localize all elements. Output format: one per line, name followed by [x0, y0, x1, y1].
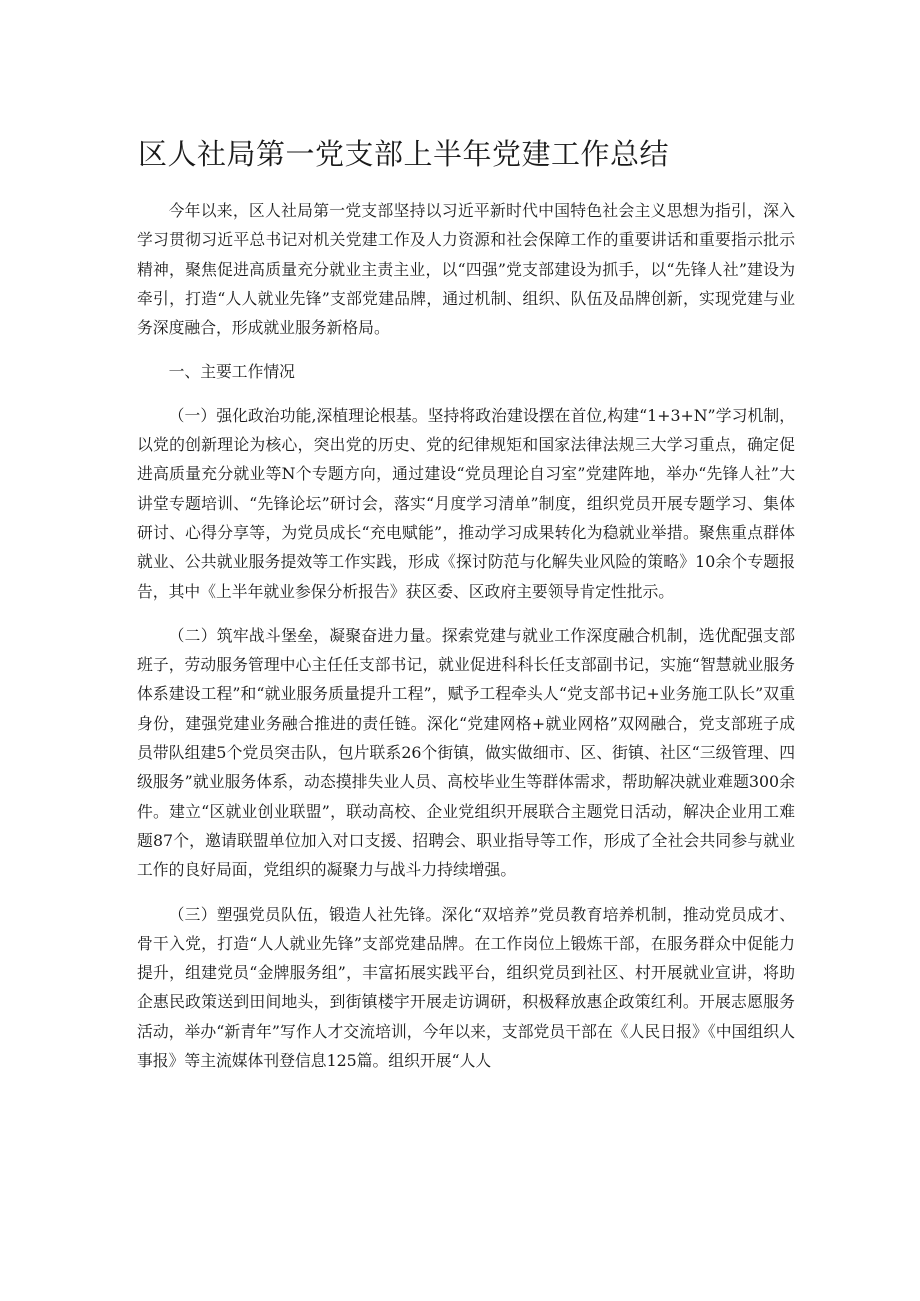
document-body — [137, 196, 795, 1090]
intro-paragraph: 今年以来，区人社局第一党支部坚持以习近平新时代中国特色社会主义思想为指引，深入学习贯彻习近平总书记对机关党建工作及人力资源和社会保障工作的重要讲话和重要指示批示精神，聚焦促进高质量充分就业主责主业，以“四强”党支部建设为抓手，以“先锋人社”建设为牵引，打造“人人就业先锋”支部党建品牌，通过机制、组织、队伍及品牌创新，实现党建与业务深度融合，形成就业服务新格局。 — [137, 201, 795, 338]
section-heading-main-work: 一、主要工作情况 — [168, 362, 295, 382]
document-title: 区人社局第一党支部上半年党建工作总结 — [138, 137, 670, 171]
paragraph-party-team: （三）塑强党员队伍，锻造人社先锋。深化“双培养”党员教育培养机制，推动党员成才、骨干入党，打造“人人就业先锋”支部党建品牌。在工作岗位上锻炼干部，在服务群众中促能力提升，组建党员“金牌服务组”，丰富拓展实践平台，组织党员到社区、村开展就业宣讲，将助企惠民政策送到田间地头，到街镇楼宇开展走访调研，积极释放惠企政策红利。开展志愿服务活动，举办“新青年”写作人才交流培训，今年以来，支部党员干部在《人民日报》《中国组织人事报》等主流媒体刊登信息125篇。组织开展“人人 — [137, 904, 795, 1071]
paragraph-political-function: （一）强化政治功能,深植理论根基。坚持将政治建设摆在首位,构建“1+3+N”学习机制，以党的创新理论为核心，突出党的历史、党的纪律规矩和国家法律法规三大学习重点，确定促进高质量充分就业等N个专题方向，通过建设“党员理论自习室”党建阵地，举办“先锋人社”大讲堂专题培训、“先锋论坛”研讨会，落实“月度学习清单”制度，组织党员开展专题学习、集体研讨、心得分享等，为党员成长“充电赋能”，推动学习成果转化为稳就业举措。聚焦重点群体就业、公共就业服务提效等工作实践，形成《探讨防范与化解失业风险的策略》10余个专题报告，其中《上半年就业参保分析报告》获区委、区政府主要领导肯定性批示。 — [137, 405, 795, 601]
paragraph-battle-fortress: （二）筑牢战斗堡垒，凝聚奋进力量。探索党建与就业工作深度融合机制，选优配强支部班子，劳动服务管理中心主任任支部书记，就业促进科科长任支部副书记，实施“智慧就业服务体系建设工程”和“就业服务质量提升工程”，赋予工程牵头人“党支部书记+业务施工队长”双重身份，建强党建业务融合推进的责任链。深化“党建网格+就业网格”双网融合，党支部班子成员带队组建5个党员突击队，包片联系26个街镇，做实做细市、区、街镇、社区“三级管理、四级服务”就业服务体系，动态摸排失业人员、高校毕业生等群体需求，帮助解决就业难题300余件。建立“区就业创业联盟”，联动高校、企业党组织开展联合主题党日活动，解决企业用工难题87个，邀请联盟单位加入对口支援、招聘会、职业指导等工作，形成了全社会共同参与就业工作的良好局面，党组织的凝聚力与战斗力持续增强。 — [137, 625, 795, 880]
